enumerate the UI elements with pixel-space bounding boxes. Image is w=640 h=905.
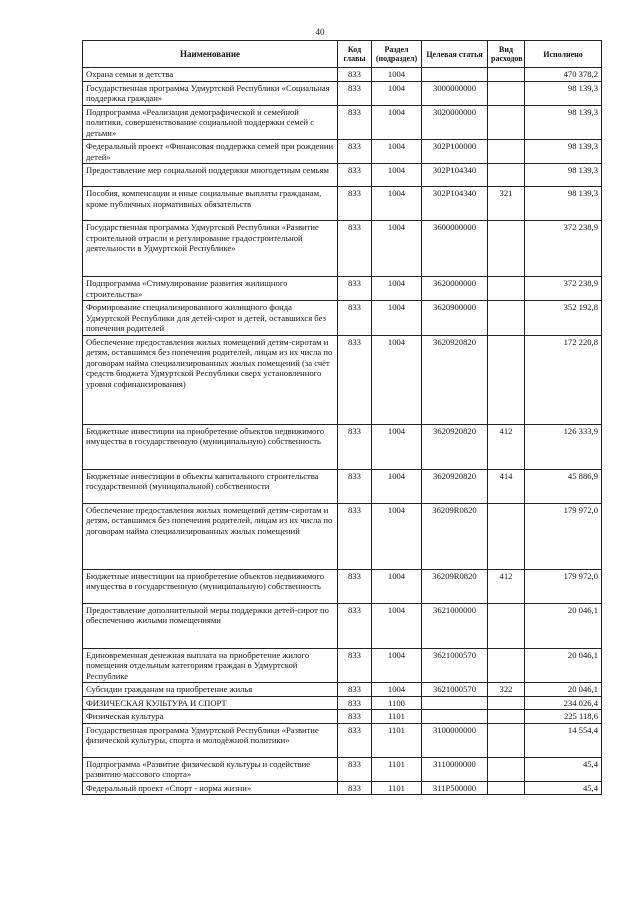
cell-target: 3110000000 <box>422 757 488 781</box>
cell-target: 3620920820 <box>422 424 488 469</box>
cell-section: 1101 <box>372 710 422 724</box>
cell-executed: 126 333,9 <box>525 424 602 469</box>
cell-code: 833 <box>338 683 372 697</box>
cell-type <box>488 696 525 710</box>
cell-type: 414 <box>488 469 525 503</box>
cell-executed: 98 139,3 <box>525 187 602 221</box>
cell-type <box>488 221 525 277</box>
cell-section: 1004 <box>372 503 422 569</box>
cell-name: Предоставление мер социальной поддержки многодетным семьям <box>83 164 338 187</box>
cell-name: Обеспечение предоставления жилых помещений детям-сиротам и детям, оставшимся без попечения родителей, лицам из их числа по договорам найма специализированных жилых помещений <box>83 503 338 569</box>
cell-type <box>488 68 525 82</box>
cell-type <box>488 140 525 164</box>
cell-name: ФИЗИЧЕСКАЯ КУЛЬТУРА И СПОРТ <box>83 696 338 710</box>
cell-executed: 179 972,0 <box>525 503 602 569</box>
cell-name: Государственная программа Удмуртской Республики «Социальная поддержка граждан» <box>83 81 338 105</box>
cell-name: Федеральный проект «Спорт - норма жизни» <box>83 781 338 795</box>
table-row <box>83 187 602 221</box>
table-row <box>83 696 602 710</box>
cell-section: 1004 <box>372 277 422 301</box>
header-code: Код главы <box>338 41 372 68</box>
cell-code: 833 <box>338 710 372 724</box>
cell-executed: 98 139,3 <box>525 164 602 187</box>
cell-section: 1100 <box>372 696 422 710</box>
table-row <box>83 301 602 336</box>
budget-table <box>82 40 602 795</box>
cell-code: 833 <box>338 781 372 795</box>
table-row <box>83 757 602 781</box>
header-target: Целевая статья <box>422 41 488 68</box>
cell-code: 833 <box>338 105 372 140</box>
cell-section: 1004 <box>372 221 422 277</box>
cell-name: Подпрограмма «Развитие физической культуры и содействие развитию массового спорта» <box>83 757 338 781</box>
cell-target: 3000000000 <box>422 81 488 105</box>
table-row <box>83 648 602 683</box>
cell-code: 833 <box>338 648 372 683</box>
cell-code: 833 <box>338 424 372 469</box>
cell-code: 833 <box>338 277 372 301</box>
cell-name: Субсидии гражданам на приобретение жилья <box>83 683 338 697</box>
table-row <box>83 221 602 277</box>
cell-code: 833 <box>338 221 372 277</box>
cell-executed: 172 220,8 <box>525 335 602 424</box>
table-row <box>83 469 602 503</box>
cell-code: 833 <box>338 68 372 82</box>
cell-executed: 372 238,9 <box>525 221 602 277</box>
cell-type: 322 <box>488 683 525 697</box>
cell-type <box>488 723 525 757</box>
cell-code: 833 <box>338 335 372 424</box>
table-row <box>83 603 602 648</box>
cell-target: 302P104340 <box>422 187 488 221</box>
cell-section: 1004 <box>372 187 422 221</box>
cell-target: 3020000000 <box>422 105 488 140</box>
cell-executed: 372 238,9 <box>525 277 602 301</box>
table-row <box>83 503 602 569</box>
table-row <box>83 424 602 469</box>
cell-name: Бюджетные инвестиции на приобретение объектов недвижимого имущества в государственную (муниципальную) собственность <box>83 424 338 469</box>
cell-name: Бюджетные инвестиции в объекты капитального строительства государственной (муниципальной) собственности <box>83 469 338 503</box>
cell-target <box>422 696 488 710</box>
cell-section: 1004 <box>372 683 422 697</box>
header-type: Вид расходов <box>488 41 525 68</box>
cell-executed: 352 192,8 <box>525 301 602 336</box>
cell-executed: 98 139,3 <box>525 105 602 140</box>
cell-executed: 225 118,6 <box>525 710 602 724</box>
cell-section: 1004 <box>372 569 422 603</box>
cell-target: 3100000000 <box>422 723 488 757</box>
cell-code: 833 <box>338 301 372 336</box>
cell-executed: 98 139,3 <box>525 140 602 164</box>
cell-target: 3620900000 <box>422 301 488 336</box>
cell-type <box>488 648 525 683</box>
cell-name: Бюджетные инвестиции на приобретение объектов недвижимого имущества в государственную (муниципальную) собственность <box>83 569 338 603</box>
cell-section: 1004 <box>372 335 422 424</box>
cell-type <box>488 710 525 724</box>
cell-section: 1101 <box>372 723 422 757</box>
cell-name: Подпрограмма «Стимулирование развития жилищного строительства» <box>83 277 338 301</box>
cell-target: 36209R0820 <box>422 503 488 569</box>
table-row <box>83 81 602 105</box>
cell-type: 412 <box>488 424 525 469</box>
cell-name: Единовременная денежная выплата на приобретение жилого помещения отдельным категориям граждан в Удмуртской Республике <box>83 648 338 683</box>
cell-section: 1101 <box>372 781 422 795</box>
cell-section: 1004 <box>372 164 422 187</box>
cell-code: 833 <box>338 569 372 603</box>
cell-type <box>488 781 525 795</box>
cell-section: 1004 <box>372 603 422 648</box>
cell-code: 833 <box>338 723 372 757</box>
cell-executed: 20 046,1 <box>525 683 602 697</box>
cell-name: Формирование специализированного жилищного фонда Удмуртской Республики для детей-сирот и детей, оставшихся без попечения родителей <box>83 301 338 336</box>
cell-executed: 45,4 <box>525 757 602 781</box>
table-header-row <box>83 41 602 68</box>
cell-section: 1004 <box>372 648 422 683</box>
cell-type <box>488 301 525 336</box>
cell-type: 412 <box>488 569 525 603</box>
cell-type <box>488 335 525 424</box>
cell-type: 321 <box>488 187 525 221</box>
cell-executed: 179 972,0 <box>525 569 602 603</box>
cell-section: 1004 <box>372 424 422 469</box>
cell-code: 833 <box>338 140 372 164</box>
cell-target: 302P104340 <box>422 164 488 187</box>
cell-target: 3620000000 <box>422 277 488 301</box>
cell-type <box>488 105 525 140</box>
table-body <box>83 68 602 795</box>
cell-target: 3621000570 <box>422 648 488 683</box>
cell-executed: 20 046,1 <box>525 603 602 648</box>
cell-target <box>422 68 488 82</box>
cell-target: 3620920820 <box>422 335 488 424</box>
cell-section: 1004 <box>372 81 422 105</box>
cell-name: Подпрограмма «Реализация демографической и семейной политики, совершенствование социальной поддержки семей с детьми» <box>83 105 338 140</box>
cell-executed: 234 026,4 <box>525 696 602 710</box>
cell-type <box>488 164 525 187</box>
table-row <box>83 781 602 795</box>
cell-code: 833 <box>338 696 372 710</box>
table-row <box>83 164 602 187</box>
cell-executed: 98 139,3 <box>525 81 602 105</box>
cell-code: 833 <box>338 757 372 781</box>
table-row <box>83 105 602 140</box>
table-row <box>83 68 602 82</box>
cell-code: 833 <box>338 164 372 187</box>
table-row <box>83 683 602 697</box>
cell-section: 1004 <box>372 105 422 140</box>
cell-section: 1004 <box>372 301 422 336</box>
cell-target: 311P500000 <box>422 781 488 795</box>
header-name: Наименование <box>83 41 338 68</box>
table-row <box>83 140 602 164</box>
cell-executed: 470 378,2 <box>525 68 602 82</box>
cell-section: 1004 <box>372 68 422 82</box>
cell-target <box>422 710 488 724</box>
cell-executed: 45,4 <box>525 781 602 795</box>
header-section: Раздел (подраздел) <box>372 41 422 68</box>
cell-type <box>488 757 525 781</box>
cell-code: 833 <box>338 81 372 105</box>
cell-type <box>488 603 525 648</box>
cell-target: 302P100000 <box>422 140 488 164</box>
cell-code: 833 <box>338 469 372 503</box>
cell-section: 1101 <box>372 757 422 781</box>
table-row <box>83 335 602 424</box>
cell-section: 1004 <box>372 469 422 503</box>
cell-section: 1004 <box>372 140 422 164</box>
cell-type <box>488 503 525 569</box>
table-row <box>83 277 602 301</box>
cell-name: Государственная программа Удмуртской Республики «Развитие строительной отрасли и регулирование градостроительной деятельности в Удмуртской Республике» <box>83 221 338 277</box>
cell-name: Пособия, компенсации и иные социальные выплаты гражданам, кроме публичных нормативных обязательств <box>83 187 338 221</box>
cell-type <box>488 277 525 301</box>
cell-executed: 45 886,9 <box>525 469 602 503</box>
table-row <box>83 710 602 724</box>
cell-executed: 14 554,4 <box>525 723 602 757</box>
cell-name: Государственная программа Удмуртской Республики «Развитие физической культуры, спорта и молодёжной политики» <box>83 723 338 757</box>
cell-target: 36209R0820 <box>422 569 488 603</box>
cell-name: Предоставление дополнительной меры поддержки детей-сирот по обеспечению жилыми помещениями <box>83 603 338 648</box>
table-row <box>83 569 602 603</box>
cell-target: 3600000000 <box>422 221 488 277</box>
cell-target: 3620920820 <box>422 469 488 503</box>
cell-executed: 20 046,1 <box>525 648 602 683</box>
cell-code: 833 <box>338 187 372 221</box>
cell-name: Обеспечение предоставления жилых помещений детям-сиротам и детям, оставшимся без попечения родителей, лицам из их числа по договорам найма специализированных жилых помещений (за счёт средств бюджета Удмуртской Республики сверх установленного уровня софинансирования) <box>83 335 338 424</box>
cell-target: 3621000570 <box>422 683 488 697</box>
cell-type <box>488 81 525 105</box>
cell-name: Федеральный проект «Финансовая поддержка семей при рождении детей» <box>83 140 338 164</box>
page-number: 40 <box>315 27 325 37</box>
cell-code: 833 <box>338 503 372 569</box>
header-executed: Исполнено <box>525 41 602 68</box>
cell-name: Охрана семьи и детства <box>83 68 338 82</box>
cell-code: 833 <box>338 603 372 648</box>
cell-target: 3621000000 <box>422 603 488 648</box>
table-row <box>83 723 602 757</box>
cell-name: Физическая культура <box>83 710 338 724</box>
